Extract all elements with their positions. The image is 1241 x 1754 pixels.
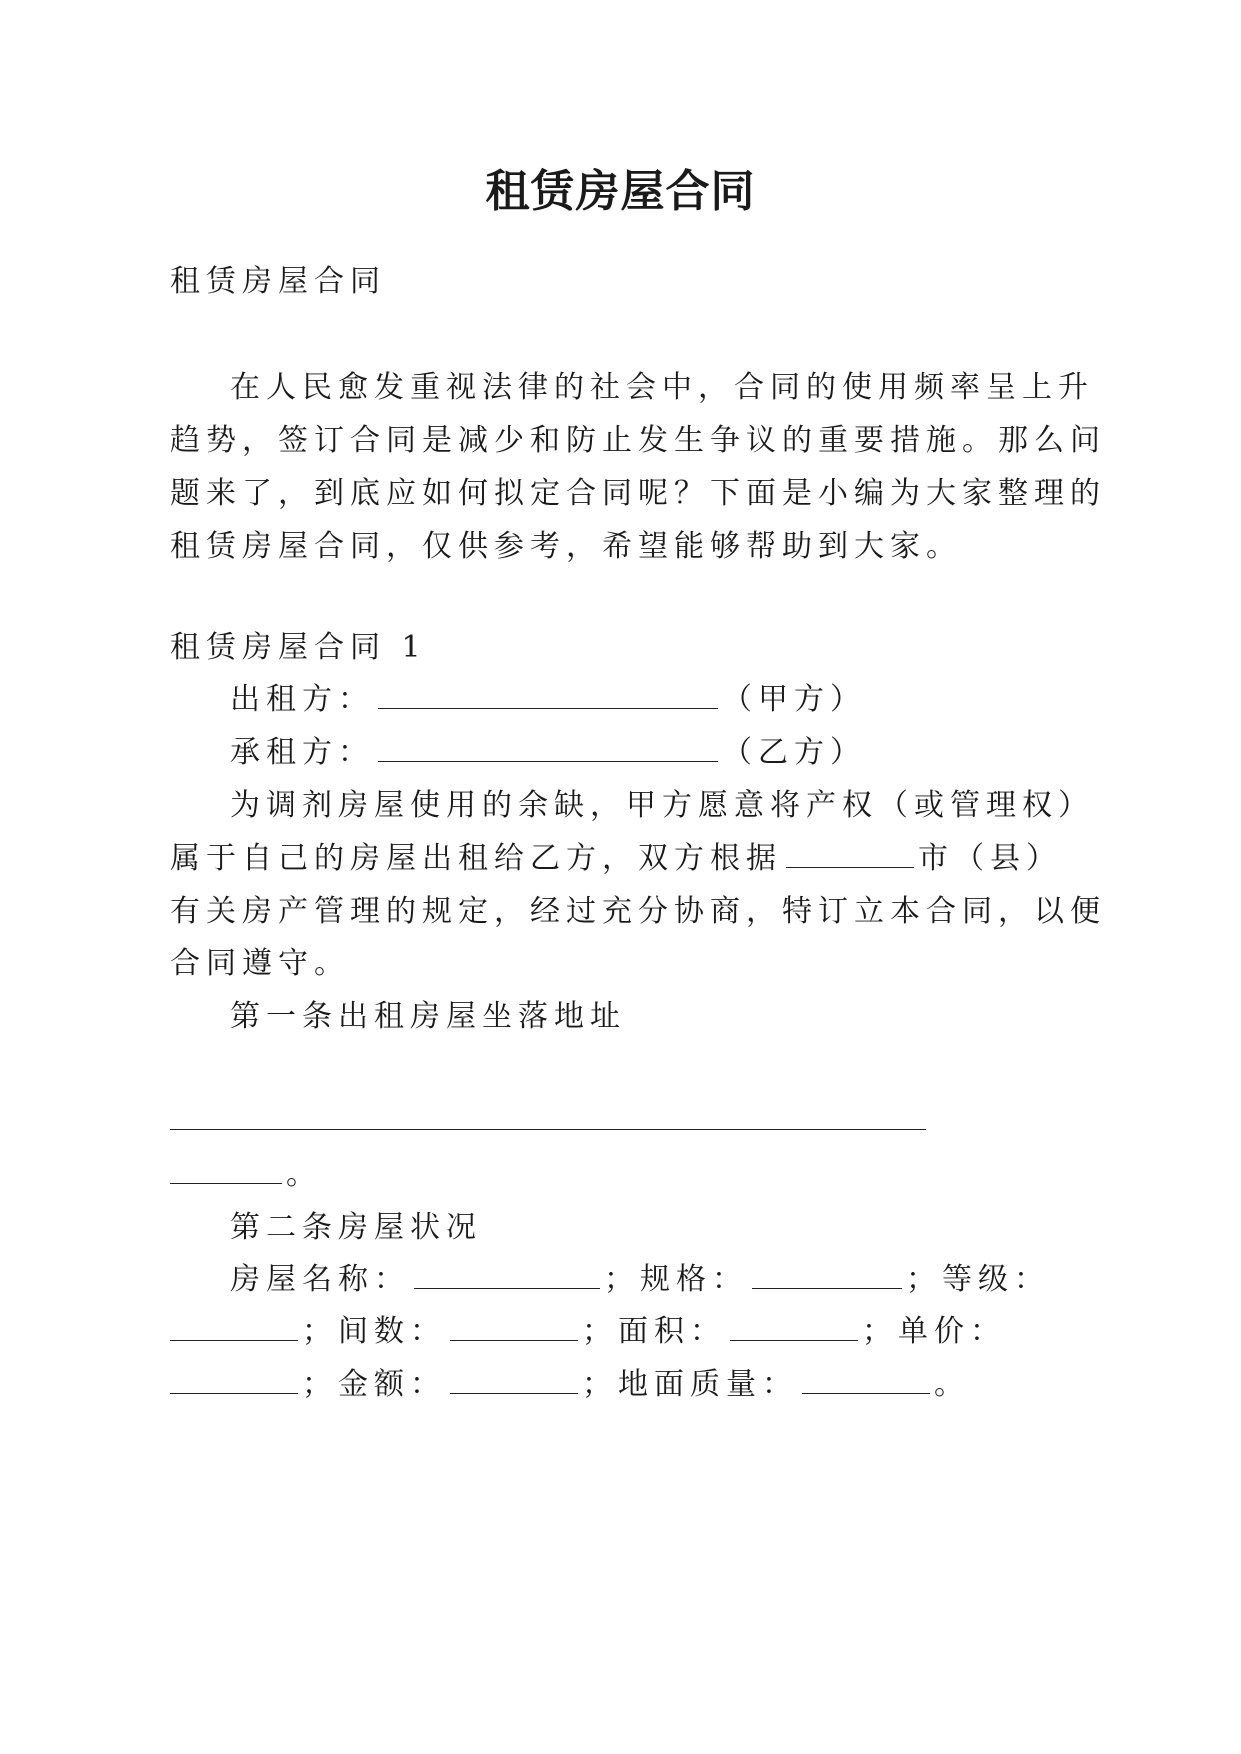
lessee-blank xyxy=(378,735,718,762)
floor-quality-label: ；地面质量： xyxy=(582,1367,798,1402)
document-subtitle: 租赁房屋合同 xyxy=(170,264,386,299)
purpose-line-2-city: 市（县） xyxy=(918,841,1062,876)
amount-blank xyxy=(450,1367,578,1394)
spec-blank xyxy=(752,1262,902,1289)
lessor-blank xyxy=(378,682,718,709)
address-end-mark: 。 xyxy=(286,1157,322,1192)
area-blank xyxy=(730,1314,858,1341)
purpose-line-1: 为调剂房屋使用的余缺，甲方愿意将产权（或管理权） xyxy=(230,788,1094,823)
house-row-3 xyxy=(170,1367,970,1403)
end-mark: 。 xyxy=(934,1367,970,1402)
lessor-label: 出租方： xyxy=(230,682,374,717)
lessor-row xyxy=(230,682,866,718)
rooms-label: ；间数： xyxy=(302,1314,446,1349)
article-2-heading: 第二条房屋状况 xyxy=(230,1210,482,1245)
intro-line-3: 题来了，到底应如何拟定合同呢？下面是小编为大家整理的 xyxy=(170,476,1106,511)
city-blank xyxy=(786,841,914,868)
amount-label: ；金额： xyxy=(302,1367,446,1402)
lessee-role: （乙方） xyxy=(722,735,866,770)
house-row-1 xyxy=(230,1262,1050,1298)
intro-line-2: 趋势，签订合同是减少和防止发生争议的重要措施。那么问 xyxy=(170,423,1106,458)
house-row-2 xyxy=(170,1314,1006,1350)
purpose-line-3: 有关房产管理的规定，经过充分协商，特订立本合同，以便 xyxy=(170,894,1106,929)
lessee-row xyxy=(230,735,866,771)
article-1-heading: 第一条出租房屋坐落地址 xyxy=(230,999,626,1034)
purpose-line-4: 合同遵守。 xyxy=(170,946,350,981)
document-title: 租赁房屋合同 xyxy=(485,166,756,217)
intro-line-1: 在人民愈发重视法律的社会中，合同的使用频率呈上升 xyxy=(230,370,1094,405)
grade-blank xyxy=(170,1314,298,1341)
lessee-label: 承租方： xyxy=(230,735,374,770)
address-blank-row xyxy=(170,1103,926,1139)
house-name-blank xyxy=(414,1262,600,1289)
address-end-row xyxy=(170,1157,322,1193)
purpose-line-2-text: 属于自己的房屋出租给乙方，双方根据 xyxy=(170,841,782,876)
address-blank-long xyxy=(170,1103,926,1130)
lessor-role: （甲方） xyxy=(722,682,866,717)
unit-price-label: ；单价： xyxy=(862,1314,1006,1349)
grade-label: ；等级： xyxy=(906,1262,1050,1297)
area-label: ；面积： xyxy=(582,1314,726,1349)
purpose-line-2 xyxy=(170,841,1062,877)
address-blank-short xyxy=(170,1157,282,1184)
rooms-blank xyxy=(450,1314,578,1341)
spec-label: ；规格： xyxy=(604,1262,748,1297)
intro-line-4: 租赁房屋合同，仅供参考，希望能够帮助到大家。 xyxy=(170,529,962,564)
house-name-label: 房屋名称： xyxy=(230,1262,410,1297)
contract-heading: 租赁房屋合同 1 xyxy=(170,630,427,665)
unit-price-blank xyxy=(170,1367,298,1394)
floor-quality-blank xyxy=(802,1367,930,1394)
